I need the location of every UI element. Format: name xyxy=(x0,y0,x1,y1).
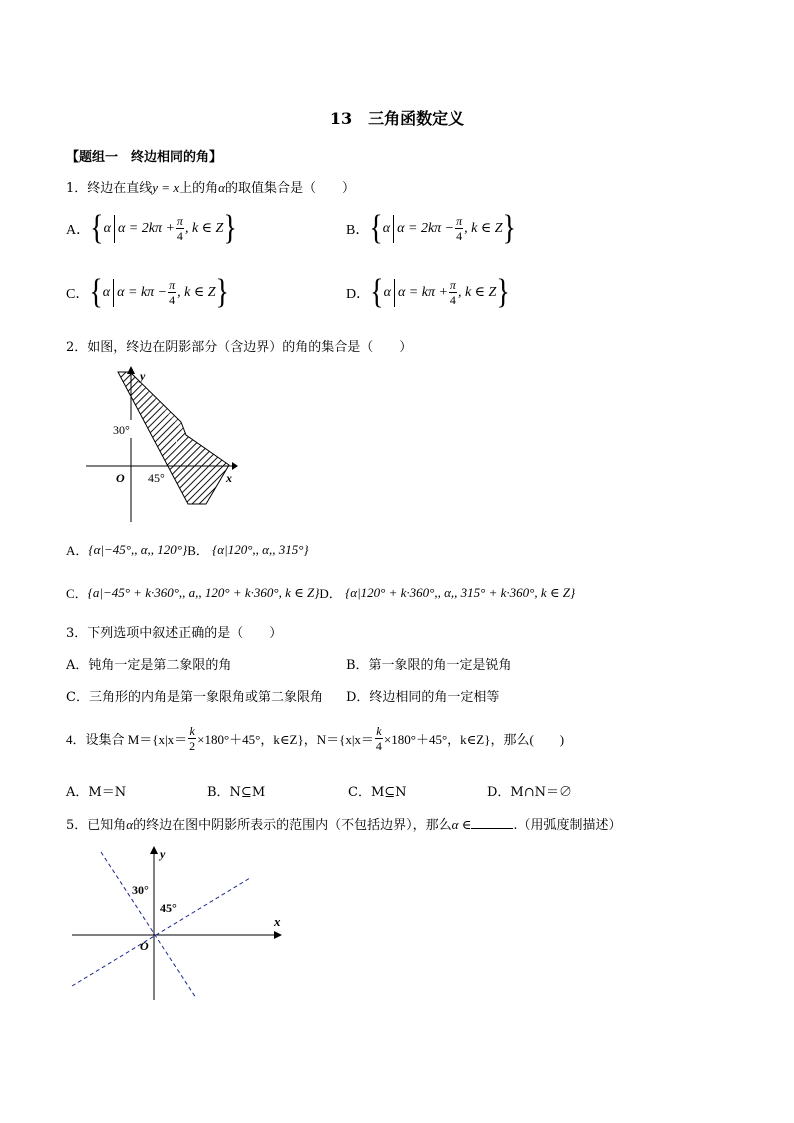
set-condition: α = 2kπ − xyxy=(397,220,455,236)
x-label: x xyxy=(274,914,281,929)
set-domain: , k ∈ Z xyxy=(177,285,216,300)
q4-option-b[interactable]: B．N⊆M xyxy=(207,785,266,800)
set-domain: , k ∈ Z xyxy=(184,221,224,236)
fraction: $\frac{\pi}{4}$ xyxy=(176,214,183,243)
set-var: α xyxy=(102,284,111,300)
origin-label: O xyxy=(140,939,149,953)
set-condition: α = kπ − xyxy=(117,284,168,300)
q3-option-b[interactable]: B．第一象限的角一定是锐角 xyxy=(346,658,512,673)
q2-option-a-b xyxy=(66,540,309,559)
question-1 xyxy=(66,177,355,196)
set-var: α xyxy=(383,284,391,300)
q1-alpha: α xyxy=(218,180,225,195)
q4-option-d[interactable]: D．M∩N＝∅ xyxy=(487,785,573,800)
y-arrow-icon xyxy=(150,846,158,854)
fraction: $\frac{k}{2}$ xyxy=(189,724,196,753)
set-condition: α = kπ + xyxy=(397,284,448,300)
answer-blank[interactable] xyxy=(471,816,513,829)
figure-mark: 1 xyxy=(174,438,179,449)
fraction: $\frac{\pi}{4}$ xyxy=(456,214,463,243)
q5-part-1: 5．已知角 xyxy=(66,818,127,833)
x-label: x xyxy=(226,471,232,485)
q1-suffix: 的取值集合是（ ） xyxy=(224,181,355,196)
q4-part-3: ×180°＋45°，k∈Z}，那么( ) xyxy=(383,732,565,747)
q1-mid: 上的角 xyxy=(179,181,219,196)
angle-30-label: 30° xyxy=(132,883,149,897)
option-label: A． xyxy=(66,543,89,558)
q5-element-of: α ∈ xyxy=(451,817,472,832)
q1-option-b[interactable]: B． { α α = 2kπ − $\frac{\pi}{4}$ , k ∈ Z } xyxy=(346,208,516,248)
section-heading: 【题组一 终边相同的角】 xyxy=(66,150,223,165)
option-label: D． xyxy=(346,286,371,302)
question-2: 2．如图，终边在阴影部分（含边界）的角的集合是（ ） xyxy=(66,340,413,355)
dashed-boundary-2 xyxy=(72,878,250,986)
q2-option-b[interactable]: {α|120°,, α,, 315°} xyxy=(212,541,309,557)
q1-prefix: 1．终边在直线 xyxy=(66,181,153,196)
y-label: y xyxy=(140,369,146,383)
q2-option-a[interactable]: {α|−45°,, α,, 120°} xyxy=(88,541,188,557)
q5-part-3: .（用弧度制描述） xyxy=(513,818,622,833)
q2-option-c-d xyxy=(66,583,575,602)
angle-30-label: 30° xyxy=(113,423,130,437)
q1-option-c[interactable]: C． { α α = kπ − $\frac{\pi}{4}$ , k ∈ Z } xyxy=(66,272,229,312)
option-label: C． xyxy=(66,586,88,601)
set-var: α xyxy=(103,220,111,236)
q1-option-a[interactable]: A． { α α = 2kπ + $\frac{\pi}{4}$ , k ∈ Z } xyxy=(66,208,237,248)
question-5 xyxy=(66,814,621,833)
set-condition: α = 2kπ + xyxy=(117,220,175,236)
origin-label: O xyxy=(116,471,125,485)
q5-part-2: 的终边在图中阴影所表示的范围内（不包括边界），那么 xyxy=(133,818,452,833)
q4-part-1: 4．设集合 M＝{x|x＝ xyxy=(66,732,188,747)
q4-option-c[interactable]: C．M⊆N xyxy=(348,785,407,800)
q5-figure xyxy=(66,840,296,1005)
y-label: y xyxy=(160,847,166,861)
angle-45-label: 45° xyxy=(160,901,177,915)
angle-45-label: 45° xyxy=(148,471,165,485)
q2-option-d[interactable]: {α|120° + k·360°,, α,, 315° + k·360°, k ∈ Z} xyxy=(345,584,576,600)
dashed-boundary-1 xyxy=(101,852,196,998)
set-var: α xyxy=(382,220,391,236)
q1-line-equation: y = x xyxy=(152,180,180,195)
set-domain: , k ∈ Z xyxy=(457,285,497,300)
fraction: $\frac{\pi}{4}$ xyxy=(169,278,176,307)
q4-part-2: ×180°＋45°，k∈Z}，N＝{x|x＝ xyxy=(197,732,374,747)
set-domain: , k ∈ Z xyxy=(464,221,503,236)
x-arrow-icon xyxy=(232,462,238,470)
fraction: $\frac{k}{4}$ xyxy=(375,724,382,753)
y-arrow-icon xyxy=(127,366,135,374)
q3-option-a[interactable]: A．钝角一定是第二象限的角 xyxy=(66,658,232,673)
option-label: A． xyxy=(66,222,91,238)
q1-option-d[interactable]: D． { α α = kπ + $\frac{\pi}{4}$ , k ∈ Z } xyxy=(346,272,510,312)
x-arrow-icon xyxy=(274,931,282,939)
q3-option-c[interactable]: C．三角形的内角是第一象限角或第二象限角 xyxy=(66,690,323,705)
option-label: C． xyxy=(66,286,90,302)
option-label: B． xyxy=(187,543,209,558)
page-title: 13 三角函数定义 xyxy=(329,109,465,128)
question-3: 3．下列选项中叙述正确的是（ ） xyxy=(66,626,283,641)
q3-option-d[interactable]: D．终边相同的角一定相等 xyxy=(346,690,500,705)
option-label: D． xyxy=(319,586,342,601)
q4-option-a[interactable]: A．M＝N xyxy=(66,785,127,800)
option-label: B． xyxy=(346,222,370,238)
q2-option-c[interactable]: {a|−45° + k·360°,, a,, 120° + k·360°, k ∈ Z} xyxy=(87,584,320,600)
q2-figure xyxy=(86,362,246,522)
question-4 xyxy=(66,724,564,753)
q5-alpha: α xyxy=(126,817,134,832)
fraction: $\frac{\pi}{4}$ xyxy=(449,278,456,307)
